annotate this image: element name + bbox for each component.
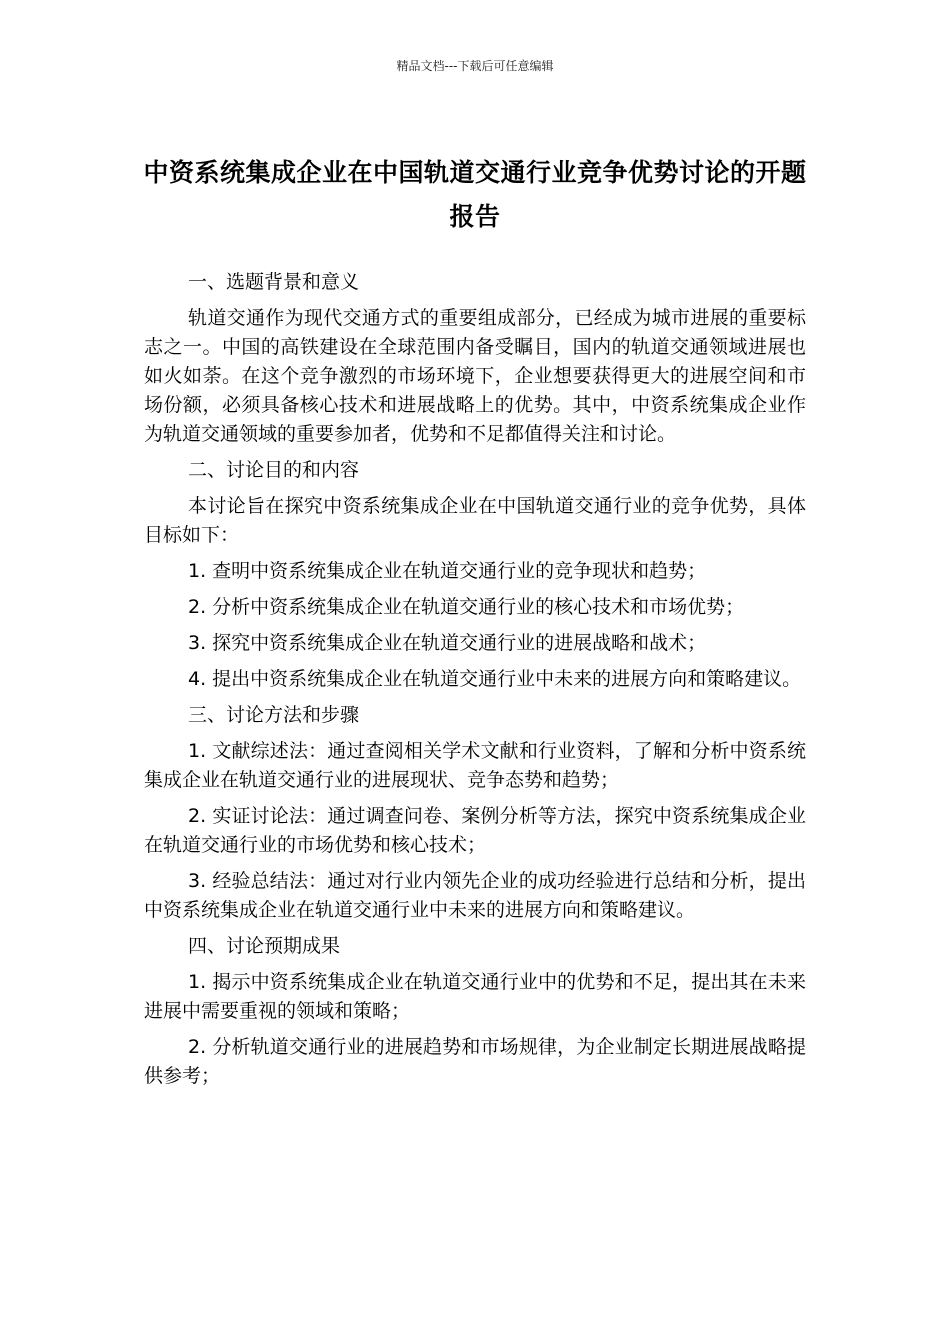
section-heading: 四、讨论预期成果 xyxy=(188,935,341,957)
list-item: 4. 提出中资系统集成企业在轨道交通行业中未来的进展方向和策略建议。 xyxy=(188,668,802,690)
document-title: 中资系统集成企业在中国轨道交通行业竞争优势讨论的开题报告 xyxy=(143,157,807,231)
list-item: 3. 经验总结法：通过对行业内领先企业的成功经验进行总结和分析，提出中资系统集成企业在轨道交通行业中未来的进展方向和策略建议。 xyxy=(144,870,806,921)
paragraph: 本讨论旨在探究中资系统集成企业在中国轨道交通行业的竞争优势，具体目标如下： xyxy=(144,495,806,546)
section-heading: 一、选题背景和意义 xyxy=(188,271,360,293)
section-heading: 二、讨论目的和内容 xyxy=(188,459,360,481)
list-item: 2. 实证讨论法：通过调查问卷、案例分析等方法，探究中资系统集成企业在轨道交通行业的市场优势和核心技术； xyxy=(144,805,806,856)
list-item: 2. 分析轨道交通行业的进展趋势和市场规律，为企业制定长期进展战略提供参考； xyxy=(144,1036,806,1087)
document-body xyxy=(144,268,806,1098)
list-item: 1. 揭示中资系统集成企业在轨道交通行业中的优势和不足，提出其在未来进展中需要重视的领域和策略； xyxy=(144,971,806,1022)
section-heading: 三、讨论方法和步骤 xyxy=(188,704,360,726)
list-item: 1. 文献综述法：通过查阅相关学术文献和行业资料，了解和分析中资系统集成企业在轨道交通行业的进展现状、竞争态势和趋势； xyxy=(144,740,806,791)
list-item: 3. 探究中资系统集成企业在轨道交通行业的进展战略和战术； xyxy=(188,632,707,654)
list-item: 1. 查明中资系统集成企业在轨道交通行业的竞争现状和趋势； xyxy=(188,560,707,582)
page-header: 精品文档---下载后可任意编辑 xyxy=(396,59,554,73)
paragraph: 轨道交通作为现代交通方式的重要组成部分，已经成为城市进展的重要标志之一。中国的高铁建设在全球范围内备受瞩目，国内的轨道交通领域进展也如火如荼。在这个竞争激烈的市场环境下，企业想要获得更大的进展空间和市场份额，必须具备核心技术和进展战略上的优势。其中，中资系统集成企业作为轨道交通领域的重要参加者，优势和不足都值得关注和讨论。 xyxy=(144,307,806,445)
list-item: 2. 分析中资系统集成企业在轨道交通行业的核心技术和市场优势； xyxy=(188,596,745,618)
